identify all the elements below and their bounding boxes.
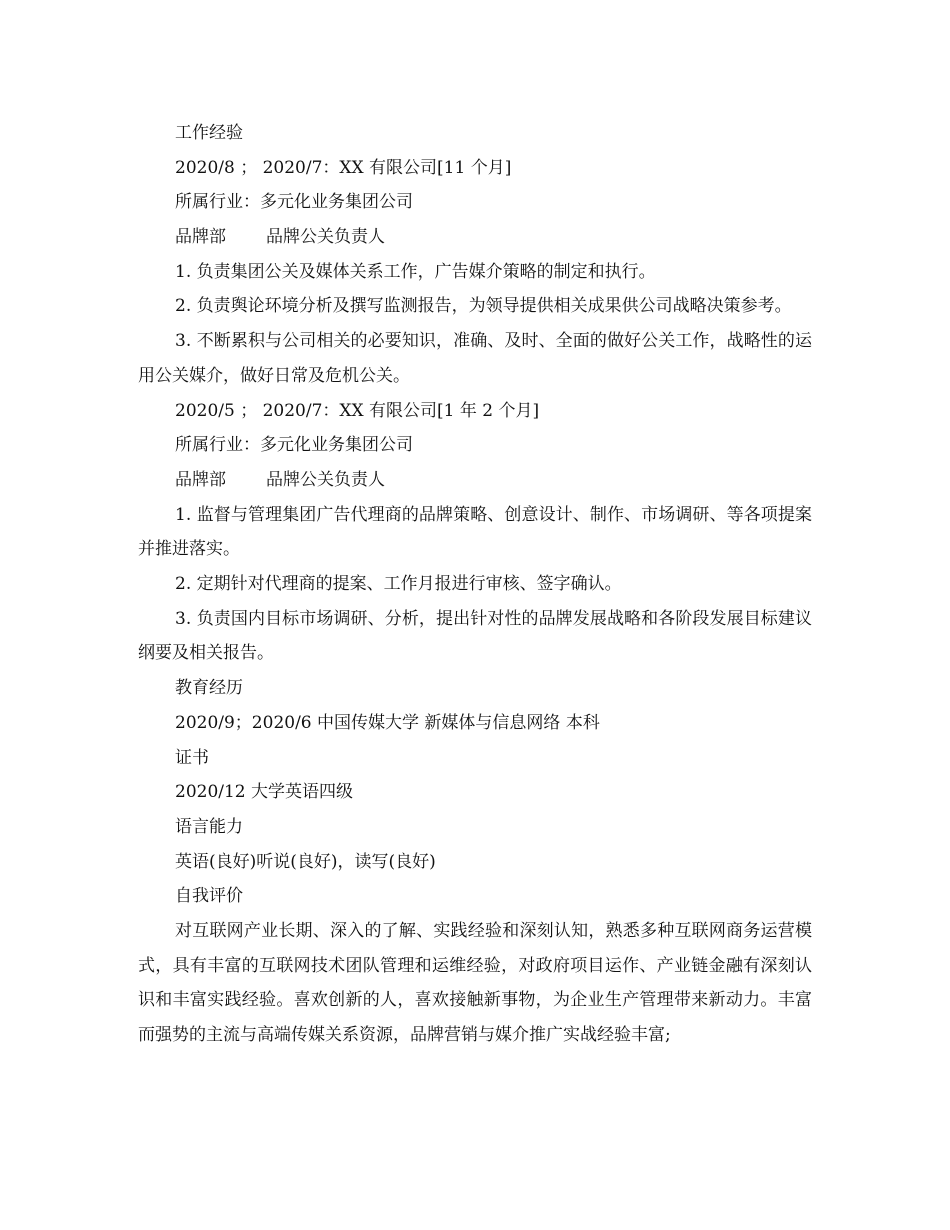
job-duty: 3. 不断累积与公司相关的必要知识，准确、及时、全面的做好公关工作，战略性的运用公关媒介，做好日常及危机公关。 <box>138 331 812 386</box>
self-evaluation-heading: 自我评价 <box>175 886 243 907</box>
job-duty: 1. 负责集团公关及媒体关系工作，广告媒介策略的制定和执行。 <box>175 261 656 282</box>
job-position: 品牌公关负责人 <box>266 227 385 248</box>
job-duty: 2. 定期针对代理商的提案、工作月报进行审核、签字确认。 <box>175 574 622 595</box>
job-role-line <box>138 463 812 498</box>
language-heading: 语言能力 <box>175 816 243 837</box>
job-duty: 2. 负责舆论环境分析及撰写监测报告，为领导提供相关成果供公司战略决策参考。 <box>175 296 792 317</box>
job-entry <box>138 151 812 394</box>
education-heading: 教育经历 <box>175 678 243 699</box>
job-industry: 所属行业：多元化业务集团公司 <box>175 435 413 456</box>
education-entry: 2020/9；2020/6 中国传媒大学 新媒体与信息网络 本科 <box>175 712 600 733</box>
job-industry: 所属行业：多元化业务集团公司 <box>175 192 413 213</box>
job-department: 品牌部 <box>175 469 226 490</box>
resume-page <box>138 116 812 1053</box>
job-entry <box>138 394 812 672</box>
job-period: 2020/5 ； 2020/7：XX 有限公司[1 年 2 个月] <box>175 400 540 421</box>
job-duty: 3. 负责国内目标市场调研、分析，提出针对性的品牌发展战略和各阶段发展目标建议纲要及相关报告。 <box>138 608 812 664</box>
job-duty: 1. 监督与管理集团广告代理商的品牌策略、创意设计、制作、市场调研、等各项提案并推进落实。 <box>138 504 812 560</box>
work-heading: 工作经验 <box>175 123 243 143</box>
job-role-line <box>138 220 812 255</box>
language-entry: 英语(良好)听说(良好)，读写(良好) <box>175 851 436 872</box>
job-department: 品牌部 <box>175 227 226 248</box>
job-period: 2020/8 ； 2020/7：XX 有限公司[11 个月] <box>175 157 512 178</box>
certificates-heading: 证书 <box>175 747 209 768</box>
self-evaluation-text: 对互联网产业长期、深入的了解、实践经验和深刻认知，熟悉多种互联网商务运营模式，具有丰富的互联网技术团队管理和运维经验，对政府项目运作、产业链金融有深刻认识和丰富实践经验。喜欢创新的人，喜欢接触新事物，为企业生产管理带来新动力。丰富而强势的主流与高端传媒关系资源，品牌营销与媒介推广实战经验丰富; <box>138 920 812 1046</box>
certificate-entry: 2020/12 大学英语四级 <box>175 782 354 803</box>
job-position: 品牌公关负责人 <box>266 469 385 490</box>
